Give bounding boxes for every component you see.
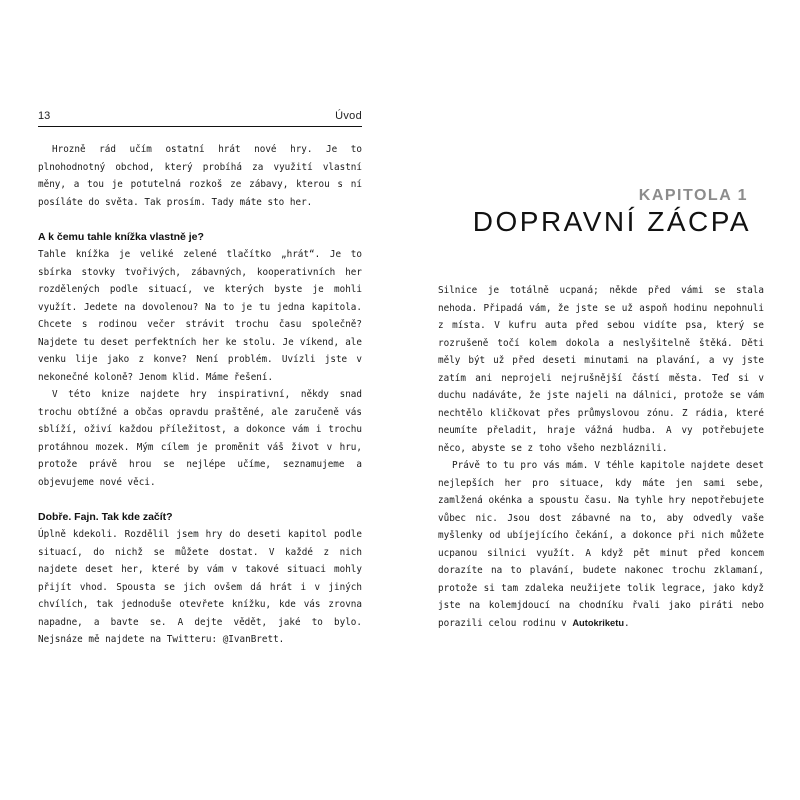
page-number: 13	[38, 110, 51, 122]
section-heading-start: Dobře. Fajn. Tak kde začít?	[38, 510, 173, 523]
section-heading-purpose: A k čemu tahle knížka vlastně je?	[38, 230, 204, 243]
chapter-label: KAPITOLA 1	[638, 187, 748, 204]
section-purpose-paragraph-1: Tahle knížka je veliké zelené tlačítko „hrát“. Je to sbírka stovky tvořivých, zábavných, kooperativních her rozdělených podle situací, ve kterých byste je mohli využít. Jedete na dovolenou? Na to je tu jedna kapitola. Chcete s rodinou večer strávit trochu času společně? Najdete tu deset perfektních her ke stolu. Je víkend, ale venku lije jako z konve? Není problém. Uvízli jste v nekonečné koloně? Jenom klid. Máme řešení.	[38, 249, 362, 383]
header-rule	[38, 126, 362, 127]
section-purpose-paragraph-2: V této knize najdete hry inspirativní, někdy snad trochu obtížné a občas opravdu praštěné, ale zaručeně vás sblíží, oživí každou příležitost, a dokonce vám i trochu protáhnou mozek. Mým cílem je proměnit váš život v hru, protože právě hrou se nejlépe učíme, seznamujeme a objevujeme nové věci.	[38, 389, 362, 488]
chapter-title: DOPRAVNÍ ZÁCPA	[472, 206, 751, 237]
chapter-paragraph-2-text: Právě to tu pro vás mám. V téhle kapitole najdete deset nejlepších her pro situace, kdy máte jen sami sebe, zamlžená okénka a spoustu času. Na tyhle hry nepotřebujete vůbec nic. Jsou dost zábavné na to, aby odvedly vaše myšlenky od ubíjejícího čekání, a dokonce při nich můžete ucpanou silnici využít. A když pět minut před koncem dorazíte na to plavání, budete nakonec trochu zklamaní, protože si tam zdaleka neužijete tolik legrace, jako když jste na kolemjdoucí na chodníku řvali jako piráti nebo porazili celou rodinu v	[438, 460, 764, 629]
right-body-text	[438, 282, 764, 632]
chapter-paragraph-2	[438, 457, 764, 632]
running-title: Úvod	[335, 110, 362, 122]
left-body-text	[38, 141, 362, 649]
chapter-paragraph-1: Silnice je totálně ucpaná; někde před vámi se stala nehoda. Připadá vám, že jste se už aspoň hodinu nepohnuli z místa. V kufru auta před sebou vidíte psa, který se rozrušeně točí kolem dokola a neslyšitelně štěká. Děti měly být už před deseti minutami na plavání, a vy jste zatím ani neprojeli nejrušnější částí města. Teď si v duchu nadáváte, že jste najeli na dálnici, protože se vám nechtělo kličkovat přes průmyslovou zónu. Z rádia, které neumíte přeladit, hraje vážná hudba. A vy potřebujete něco, abyste se z toho všeho nezbláznili.	[438, 285, 764, 454]
section-start-paragraph-1: Úplně kdekoli. Rozdělil jsem hry do deseti kapitol podle situací, do nichž se můžete dostat. V každé z nich najdete deset her, které by vám v takové situaci mohly přijít vhod. Spousta se jich ovšem dá hrát i v jiných chvílích, tak jednoduše otevřete knížku, kde vás zrovna napadne, a bavte se. A dejte vědět, jaké to bylo. Nejsnáze mě najdete na Twitteru: @IvanBrett.	[38, 529, 362, 645]
chapter-paragraph-2-end: .	[624, 617, 630, 629]
running-head	[38, 110, 362, 124]
game-name-autokriket: Autokriketu	[572, 617, 624, 628]
intro-paragraph: Hrozně rád učím ostatní hrát nové hry. Je to plnohodnotný obchod, který probíhá za využití vlastní měny, a tou je potutelná rozkoš ze zábavy, kterou s ní posíláte do světa. Tak prosím. Tady máte sto her.	[38, 144, 362, 208]
right-page	[400, 0, 800, 800]
